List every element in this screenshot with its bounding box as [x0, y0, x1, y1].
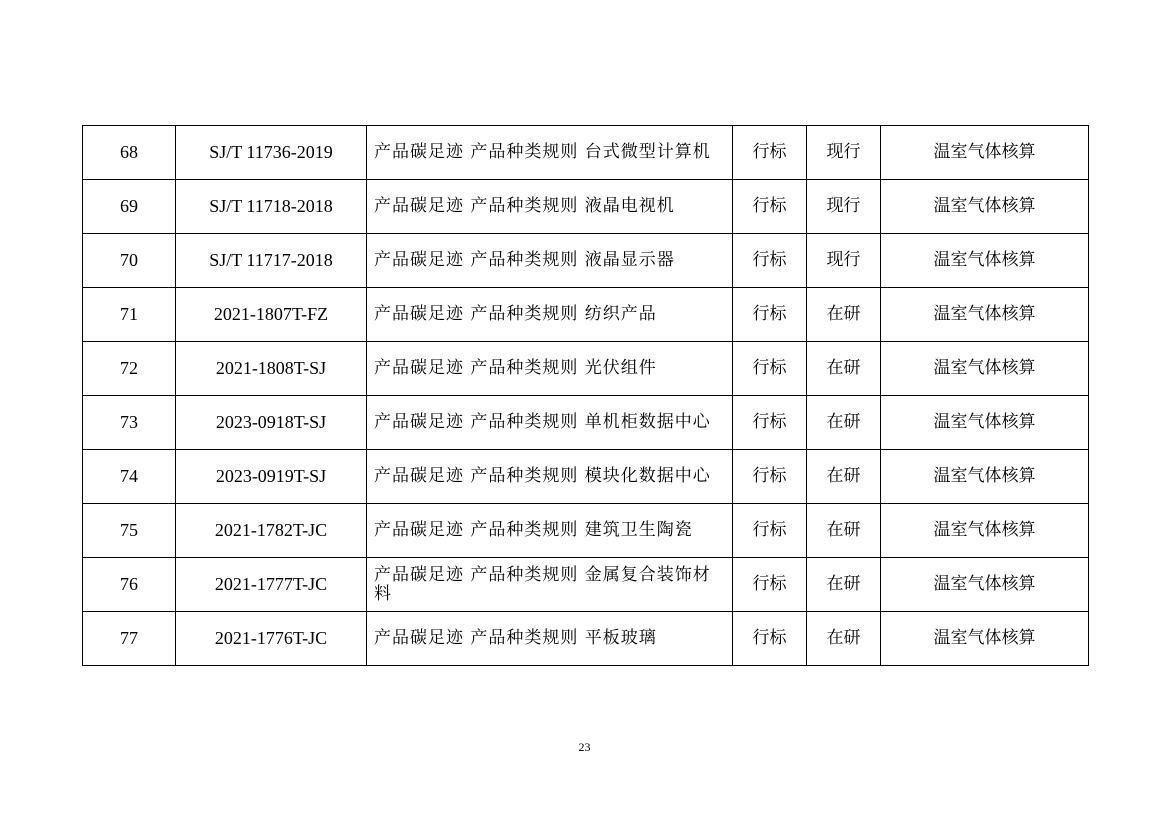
- standard-status: 在研: [807, 396, 881, 450]
- standard-status: 在研: [807, 450, 881, 504]
- standard-type: 行标: [733, 504, 807, 558]
- row-number: 73: [83, 396, 176, 450]
- standard-title: 产品碳足迹 产品种类规则 平板玻璃: [367, 612, 733, 666]
- standard-category: 温室气体核算: [881, 504, 1089, 558]
- standard-category: 温室气体核算: [881, 612, 1089, 666]
- standard-category: 温室气体核算: [881, 126, 1089, 180]
- standard-type: 行标: [733, 288, 807, 342]
- standard-status: 现行: [807, 234, 881, 288]
- standard-type: 行标: [733, 450, 807, 504]
- row-number: 71: [83, 288, 176, 342]
- table-row: [83, 126, 1089, 180]
- standard-type: 行标: [733, 396, 807, 450]
- standard-title: 产品碳足迹 产品种类规则 液晶电视机: [367, 180, 733, 234]
- row-number: 69: [83, 180, 176, 234]
- standard-category: 温室气体核算: [881, 342, 1089, 396]
- table-row: [83, 558, 1089, 612]
- standard-code: 2021-1776T-JC: [176, 612, 367, 666]
- standard-title: 产品碳足迹 产品种类规则 金属复合装饰材料: [367, 558, 733, 612]
- standard-status: 现行: [807, 126, 881, 180]
- standard-status: 在研: [807, 342, 881, 396]
- standards-table-body: [83, 126, 1089, 666]
- row-number: 72: [83, 342, 176, 396]
- standard-title: 产品碳足迹 产品种类规则 建筑卫生陶瓷: [367, 504, 733, 558]
- table-row: [83, 504, 1089, 558]
- standard-code: 2023-0919T-SJ: [176, 450, 367, 504]
- standard-status: 现行: [807, 180, 881, 234]
- table-row: [83, 342, 1089, 396]
- standard-status: 在研: [807, 558, 881, 612]
- table-row: [83, 234, 1089, 288]
- table-row: [83, 450, 1089, 504]
- standard-type: 行标: [733, 612, 807, 666]
- standard-status: 在研: [807, 612, 881, 666]
- standard-status: 在研: [807, 288, 881, 342]
- standard-code: 2021-1808T-SJ: [176, 342, 367, 396]
- standard-category: 温室气体核算: [881, 396, 1089, 450]
- standard-category: 温室气体核算: [881, 234, 1089, 288]
- page-number: 23: [578, 740, 591, 754]
- standard-title: 产品碳足迹 产品种类规则 纺织产品: [367, 288, 733, 342]
- standard-category: 温室气体核算: [881, 288, 1089, 342]
- standard-type: 行标: [733, 558, 807, 612]
- table-row: [83, 180, 1089, 234]
- table-row: [83, 612, 1089, 666]
- standard-code: SJ/T 11718-2018: [176, 180, 367, 234]
- standard-category: 温室气体核算: [881, 558, 1089, 612]
- standards-table: [82, 125, 1089, 666]
- standard-title: 产品碳足迹 产品种类规则 单机柜数据中心: [367, 396, 733, 450]
- standard-code: 2021-1777T-JC: [176, 558, 367, 612]
- standard-type: 行标: [733, 234, 807, 288]
- standard-title: 产品碳足迹 产品种类规则 液晶显示器: [367, 234, 733, 288]
- row-number: 74: [83, 450, 176, 504]
- standard-type: 行标: [733, 126, 807, 180]
- row-number: 68: [83, 126, 176, 180]
- standard-code: 2023-0918T-SJ: [176, 396, 367, 450]
- standard-code: SJ/T 11736-2019: [176, 126, 367, 180]
- row-number: 75: [83, 504, 176, 558]
- standard-code: 2021-1782T-JC: [176, 504, 367, 558]
- standard-status: 在研: [807, 504, 881, 558]
- standard-category: 温室气体核算: [881, 180, 1089, 234]
- standard-type: 行标: [733, 342, 807, 396]
- row-number: 77: [83, 612, 176, 666]
- standard-category: 温室气体核算: [881, 450, 1089, 504]
- table-row: [83, 288, 1089, 342]
- row-number: 76: [83, 558, 176, 612]
- row-number: 70: [83, 234, 176, 288]
- standard-title: 产品碳足迹 产品种类规则 台式微型计算机: [367, 126, 733, 180]
- table-row: [83, 396, 1089, 450]
- standard-title: 产品碳足迹 产品种类规则 光伏组件: [367, 342, 733, 396]
- standard-type: 行标: [733, 180, 807, 234]
- standard-code: 2021-1807T-FZ: [176, 288, 367, 342]
- standard-title: 产品碳足迹 产品种类规则 模块化数据中心: [367, 450, 733, 504]
- standard-code: SJ/T 11717-2018: [176, 234, 367, 288]
